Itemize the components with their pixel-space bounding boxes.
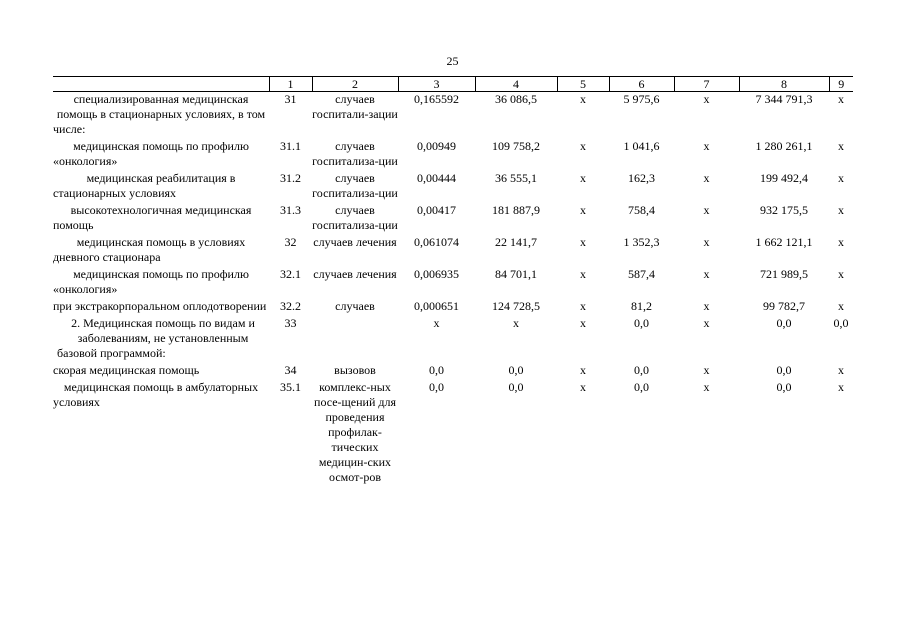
col5-value: х — [580, 299, 586, 313]
col6-value: 1 352,3 — [623, 235, 660, 249]
col4-value: 84 701,1 — [495, 267, 537, 281]
col7-value: х — [703, 363, 710, 377]
row-number: 34 — [284, 363, 297, 377]
row-number: 32 — [284, 235, 297, 249]
col4-value: 181 887,9 — [492, 203, 540, 217]
col5-value: х — [580, 267, 586, 281]
data-table — [53, 76, 853, 487]
row-name: медицинская помощь в условиях дневного стационара — [53, 235, 246, 264]
table-row — [53, 316, 853, 363]
col6-value: 0,0 — [634, 380, 649, 394]
unit — [312, 316, 398, 363]
unit: вызовов — [334, 363, 376, 377]
row-name: 2. Медицинская помощь по видам и заболеваниям, не установленным базовой программой: — [57, 316, 255, 360]
col6-value: 0,0 — [634, 316, 649, 330]
unit: случаев госпитали-зации — [312, 92, 398, 121]
col6-value: 81,2 — [631, 299, 652, 313]
col5-value: х — [580, 235, 586, 249]
table-row — [53, 299, 853, 316]
unit: случаев госпитализа-ции — [312, 171, 398, 200]
col8-value: 1 662 121,1 — [755, 235, 813, 249]
col9-value: х — [838, 380, 844, 394]
row-name: медицинская помощь по профилю «онкология» — [53, 139, 249, 168]
column-header-9: 9 — [829, 77, 853, 92]
col4-value: 36 086,5 — [495, 92, 537, 106]
unit: случаев госпитализа-ции — [312, 203, 398, 232]
col7-value: х — [703, 316, 710, 330]
col7-value: х — [703, 171, 710, 185]
col3-value: 0,006935 — [414, 267, 459, 281]
row-name: высокотехнологичная медицинская помощь — [53, 203, 252, 232]
row-number: 31 — [284, 92, 297, 106]
col3-value: 0,0 — [429, 363, 444, 377]
col6-value: 587,4 — [628, 267, 655, 281]
row-number: 33 — [284, 316, 297, 330]
table-body — [53, 92, 853, 488]
col3-value: 0,00949 — [417, 139, 456, 153]
column-header-1: 1 — [269, 77, 312, 92]
table-row — [53, 380, 853, 487]
col4-value: 0,0 — [508, 363, 524, 377]
col7-value: х — [703, 380, 710, 394]
col8-value: 0,0 — [776, 380, 792, 394]
col5-value: х — [580, 380, 586, 394]
unit: случаев госпитализа-ции — [312, 139, 398, 168]
col9-value: х — [838, 203, 844, 217]
unit: случаев лечения — [313, 267, 397, 281]
col9-value: х — [838, 139, 844, 153]
col4-value: 124 728,5 — [492, 299, 540, 313]
col4-value: х — [513, 316, 519, 330]
row-number: 31.3 — [280, 203, 301, 217]
col4-value: 22 141,7 — [495, 235, 537, 249]
col7-value: х — [703, 139, 710, 153]
col6-value: 0,0 — [634, 363, 649, 377]
col4-value: 109 758,2 — [492, 139, 540, 153]
row-number: 32.2 — [280, 299, 301, 313]
row-name: медицинская помощь в амбулаторных условиях — [53, 380, 259, 409]
unit: комплекс-ных посе-щений для проведения профилак-тических медицин-ских осмот-ров — [314, 380, 396, 484]
col9-value: 0,0 — [833, 316, 849, 330]
table-row — [53, 235, 853, 267]
row-number: 31.1 — [280, 139, 301, 153]
unit: случаев — [335, 299, 375, 313]
column-header-4: 4 — [475, 77, 557, 92]
col5-value: х — [580, 171, 586, 185]
row-name: медицинская реабилитация в стационарных условиях — [53, 171, 236, 200]
col4-value: 0,0 — [508, 380, 524, 394]
col8-value: 721 989,5 — [760, 267, 808, 281]
header-row — [53, 77, 853, 92]
row-number: 35.1 — [280, 380, 301, 394]
col8-value: 932 175,5 — [760, 203, 808, 217]
table-row — [53, 203, 853, 235]
col9-value: х — [838, 171, 844, 185]
col8-value: 7 344 791,3 — [755, 92, 813, 106]
col7-value: х — [703, 92, 710, 106]
col4-value: 36 555,1 — [495, 171, 537, 185]
col3-value: 0,00444 — [417, 171, 456, 185]
column-header-3: 3 — [398, 77, 475, 92]
col3-value: 0,00417 — [417, 203, 456, 217]
column-header-5: 5 — [557, 77, 609, 92]
col8-value: 199 492,4 — [760, 171, 808, 185]
col3-value: 0,000651 — [414, 299, 459, 313]
col8-value: 1 280 261,1 — [755, 139, 813, 153]
col8-value: 0,0 — [776, 316, 792, 330]
col9-value: х — [838, 299, 844, 313]
col7-value: х — [703, 235, 710, 249]
col6-value: 758,4 — [628, 203, 655, 217]
col7-value: х — [703, 203, 710, 217]
row-number: 31.2 — [280, 171, 301, 185]
col5-value: х — [580, 139, 586, 153]
col9-value: х — [838, 267, 844, 281]
row-name: скорая медицинская помощь — [53, 363, 200, 377]
col5-value: х — [580, 316, 586, 330]
col3-value: 0,0 — [429, 380, 444, 394]
col7-value: х — [703, 299, 710, 313]
page-number: 25 — [446, 54, 459, 68]
unit: случаев лечения — [313, 235, 397, 249]
col5-value: х — [580, 203, 586, 217]
col3-value: х — [433, 316, 440, 330]
table-row — [53, 363, 853, 380]
col6-value: 5 975,6 — [623, 92, 660, 106]
col3-value: 0,165592 — [414, 92, 459, 106]
col7-value: х — [703, 267, 710, 281]
col6-value: 162,3 — [628, 171, 655, 185]
col9-value: х — [838, 235, 844, 249]
col9-value: х — [838, 92, 844, 106]
col3-value: 0,061074 — [414, 235, 459, 249]
row-name: специализированная медицинская помощь в стационарных условиях, в том числе: — [53, 92, 266, 136]
col8-value: 0,0 — [776, 363, 792, 377]
column-header-7: 7 — [674, 77, 739, 92]
col9-value: х — [838, 363, 844, 377]
table-row — [53, 139, 853, 171]
row-name: при экстракорпоральном оплодотворении — [53, 299, 267, 313]
col5-value: х — [580, 363, 586, 377]
col5-value: х — [580, 92, 586, 106]
table-row — [53, 171, 853, 203]
column-header-8: 8 — [739, 77, 829, 92]
row-name: медицинская помощь по профилю «онкология» — [53, 267, 249, 296]
table-row — [53, 92, 853, 140]
col6-value: 1 041,6 — [623, 139, 660, 153]
row-number: 32.1 — [280, 267, 301, 281]
column-header-2: 2 — [312, 77, 398, 92]
column-header-6: 6 — [609, 77, 674, 92]
column-header-0 — [53, 77, 269, 92]
col8-value: 99 782,7 — [763, 299, 805, 313]
table-header — [53, 77, 853, 92]
table-row — [53, 267, 853, 299]
